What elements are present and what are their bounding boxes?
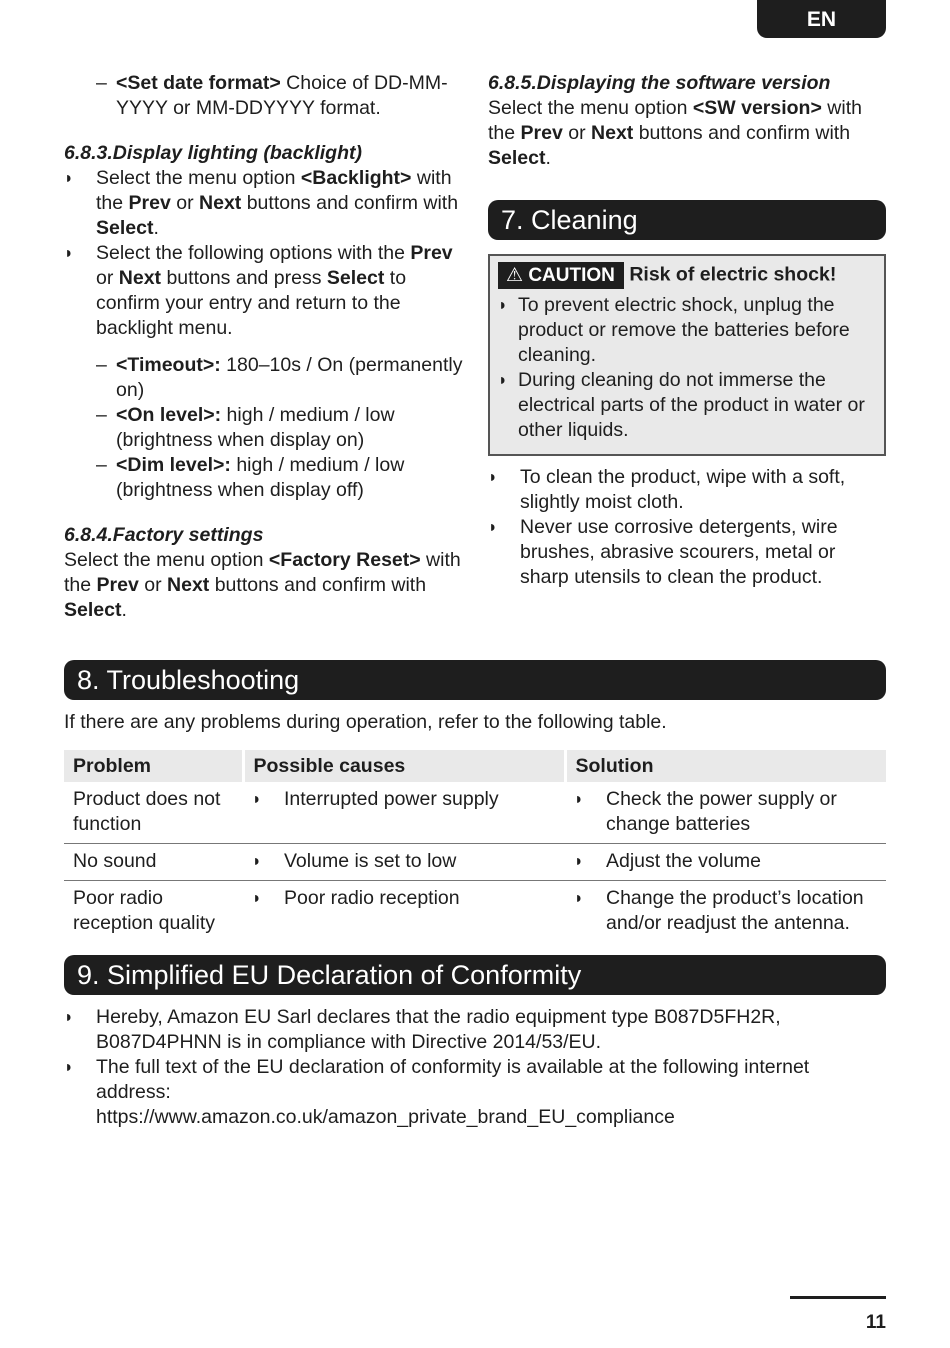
cleaning-section-title: 7. Cleaning <box>488 200 886 240</box>
option-label: <Set date format> <box>116 72 281 94</box>
table-row <box>64 782 886 844</box>
caution-bullet-2: ◗ During cleaning do not immerse the electrical parts of the product in water or other liquids. <box>498 369 865 441</box>
date-format-option <box>64 71 464 121</box>
cleaning-instructions <box>488 465 886 590</box>
bullet-icon: ◗ <box>488 519 498 536</box>
cause-cell: ◗ Interrupted power supply <box>243 782 565 844</box>
caution-badge: ⚠ CAUTION <box>498 262 624 289</box>
cleaning-bullet-1: ◗ To clean the product, wipe with a soft, slightly moist cloth. <box>488 466 846 513</box>
problem-cell: Product does not function <box>64 782 243 844</box>
solution-cell: ◗ Check the power supply or change batteries <box>565 782 886 844</box>
bullet-icon: ◗ <box>488 469 498 486</box>
solution-cell: ◗ Change the product’s location and/or readjust the antenna. <box>574 887 864 934</box>
bullet-icon: ◗ <box>64 245 74 262</box>
sw-version-heading: 6.8.5.Displaying the software version <box>488 72 831 94</box>
troubleshooting-section-title: 8. Troubleshooting <box>64 660 886 700</box>
dim-level-option: – <Dim level>: high / medium / low (brightness when display off) <box>96 454 405 501</box>
backlight-heading: 6.8.3.Display lighting (backlight) <box>64 142 362 164</box>
backlight-bullet-2: ◗ Select the following options with the Prev or Next buttons and press Select to confirm your entry and return to the backlight menu. <box>64 242 453 339</box>
bullet-icon: ◗ <box>574 791 584 808</box>
option-text: Choice of DD-MM-YYYY or MM-DDYYYY format. <box>116 72 448 119</box>
column-header-solution: Solution <box>565 750 886 782</box>
factory-settings-text: Select the menu option <Factory Reset> with the Prev or Next buttons and confirm with Select. <box>64 549 461 621</box>
caution-heading: Risk of electric shock! <box>629 263 837 286</box>
bullet-icon: ◗ <box>252 791 262 808</box>
dash-glyph: – <box>96 72 107 94</box>
table-row <box>64 844 886 881</box>
column-header-problem: Problem <box>64 750 243 782</box>
bullet-icon: ◗ <box>64 170 74 187</box>
compliance-url: https://www.amazon.co.uk/amazon_private_brand_EU_compliance <box>96 1106 675 1128</box>
dash-glyph: – <box>96 404 107 426</box>
timeout-option: – <Timeout>: 180–10s / On (permanently on) <box>96 354 463 401</box>
declaration-bullet-1: ◗ Hereby, Amazon EU Sarl declares that the radio equipment type B087D5FH2R, B087D4PHNN is in compliance with Directive 2014/53/EU. <box>64 1006 781 1053</box>
table-header-row <box>64 750 886 782</box>
caution-header <box>498 262 874 289</box>
sw-version-text: Select the menu option <SW version> with the Prev or Next buttons and confirm with Select. <box>488 97 862 169</box>
caution-box <box>488 254 886 456</box>
bullet-icon: ◗ <box>574 890 584 907</box>
bullet-icon: ◗ <box>252 890 262 907</box>
caution-bullet-1: ◗ To prevent electric shock, unplug the product or remove the batteries before cleaning. <box>498 294 850 366</box>
declaration-body <box>64 1005 886 1130</box>
on-level-option: – <On level>: high / medium / low (brightness when display on) <box>96 404 395 451</box>
footer-rule <box>790 1296 886 1299</box>
dash-glyph: – <box>96 354 107 376</box>
language-tab: EN <box>757 0 886 38</box>
right-column <box>488 71 886 171</box>
bullet-icon: ◗ <box>498 372 508 389</box>
cause-cell: ◗ Poor radio reception <box>252 887 460 909</box>
bullet-icon: ◗ <box>498 297 508 314</box>
backlight-bullet-1: ◗ Select the menu option <Backlight> with the Prev or Next buttons and confirm with Select. <box>64 167 459 239</box>
warning-icon: ⚠ <box>506 265 524 286</box>
column-header-causes: Possible causes <box>243 750 565 782</box>
cleaning-bullet-2: ◗ Never use corrosive detergents, wire brushes, abrasive scourers, metal or sharp utensils to clean the product. <box>488 516 838 588</box>
problem-cell: No sound <box>64 844 243 881</box>
left-column <box>64 71 464 623</box>
cause-cell: ◗ Volume is set to low <box>243 844 565 881</box>
declaration-section-title: 9. Simplified EU Declaration of Conformity <box>64 955 886 995</box>
page-number: 11 <box>865 1312 886 1333</box>
declaration-bullet-2: ◗ The full text of the EU declaration of conformity is available at the following internet address: https://www.amazon.co.uk/amazon_private_brand_EU_compliance <box>64 1056 810 1128</box>
factory-settings-heading: 6.8.4.Factory settings <box>64 524 264 546</box>
table-row <box>64 881 886 943</box>
solution-cell: ◗ Adjust the volume <box>565 844 886 881</box>
bullet-icon: ◗ <box>252 853 262 870</box>
problem-cell: Poor radio reception quality <box>73 887 216 934</box>
bullet-icon: ◗ <box>574 853 584 870</box>
dash-glyph: – <box>96 454 107 476</box>
bullet-icon: ◗ <box>64 1009 74 1026</box>
troubleshooting-table <box>64 750 886 942</box>
bullet-icon: ◗ <box>64 1059 74 1076</box>
troubleshooting-intro: If there are any problems during operation, refer to the following table. <box>64 711 667 733</box>
